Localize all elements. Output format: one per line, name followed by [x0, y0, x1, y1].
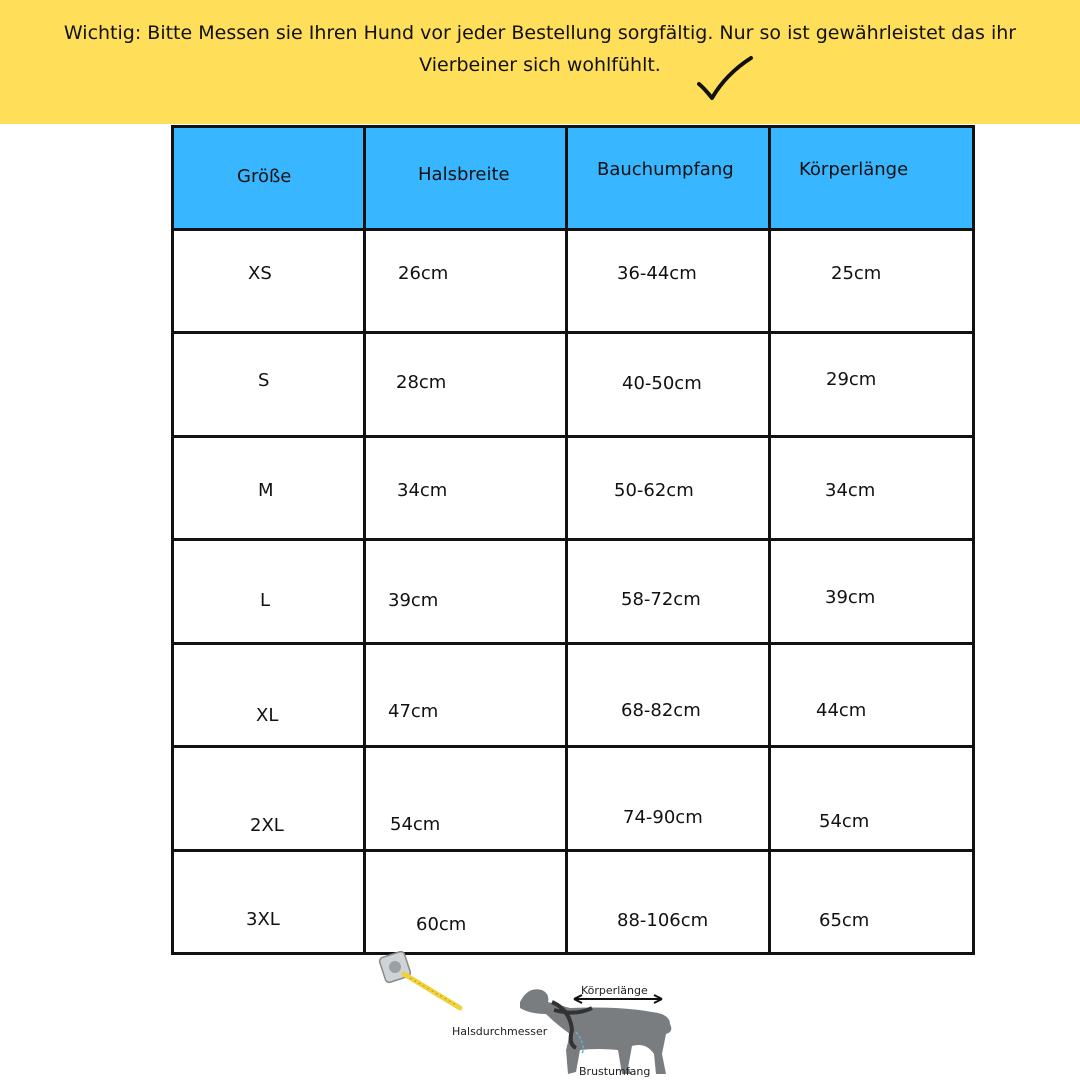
belly-girth-cell: 36-44cm [617, 263, 697, 284]
measuring-diagram [370, 950, 700, 1080]
body-length-cell: 29cm [826, 369, 877, 391]
size-cell: XL [256, 704, 279, 726]
table-row [173, 436, 974, 539]
label-chest: Brustumfang [579, 1065, 651, 1078]
table-row [173, 333, 974, 436]
body-length-cell: 25cm [831, 263, 882, 284]
size-cell: 3XL [246, 908, 280, 930]
neck-width-cell: 60cm [416, 913, 467, 935]
table-row [173, 747, 974, 850]
body-length-cell: 34cm [825, 479, 876, 501]
tape-measure-icon [379, 951, 460, 1008]
header-body-length: Körperlänge [770, 127, 974, 230]
body-length-cell: 39cm [825, 587, 876, 609]
body-length-cell: 54cm [819, 811, 870, 833]
header-size: Größe [173, 127, 365, 230]
size-cell: M [258, 479, 274, 501]
body-length-cell: 65cm [819, 909, 870, 931]
size-cell: XS [248, 263, 272, 284]
table-header-row [173, 127, 974, 230]
size-chart-table [171, 125, 975, 955]
label-neck: Halsdurchmesser [452, 1025, 548, 1038]
notice-banner [0, 0, 1080, 124]
body-length-cell: 44cm [816, 699, 867, 721]
notice-text-line1: Wichtig: Bitte Messen sie Ihren Hund vor jeder Bestellung sorgfältig. Nur so ist gewährleistet das ihr [63, 22, 1017, 44]
size-cell: L [260, 590, 271, 612]
belly-girth-cell: 68-82cm [621, 699, 701, 721]
notice-text-line2: Vierbeiner sich wohlfühlt. [419, 54, 661, 76]
header-neck-width: Halsbreite [365, 127, 567, 230]
neck-width-cell: 54cm [390, 814, 441, 836]
table-row [173, 850, 974, 953]
belly-girth-cell: 40-50cm [622, 373, 702, 395]
neck-width-cell: 34cm [397, 479, 448, 501]
neck-width-cell: 28cm [396, 372, 447, 394]
label-body-length: Körperlänge [581, 984, 648, 997]
belly-girth-cell: 50-62cm [614, 479, 694, 501]
neck-width-cell: 39cm [388, 590, 439, 612]
checkmark-icon [696, 54, 754, 104]
neck-width-cell: 47cm [388, 700, 439, 722]
size-cell: S [258, 370, 270, 392]
table-row [173, 643, 974, 746]
belly-girth-cell: 88-106cm [617, 909, 709, 931]
header-belly-girth: Bauchumpfang [567, 127, 770, 230]
belly-girth-cell: 58-72cm [621, 589, 701, 611]
neck-width-cell: 26cm [398, 263, 449, 284]
table-row [173, 230, 974, 333]
size-cell: 2XL [250, 815, 284, 837]
table-row [173, 540, 974, 643]
belly-girth-cell: 74-90cm [623, 807, 703, 829]
